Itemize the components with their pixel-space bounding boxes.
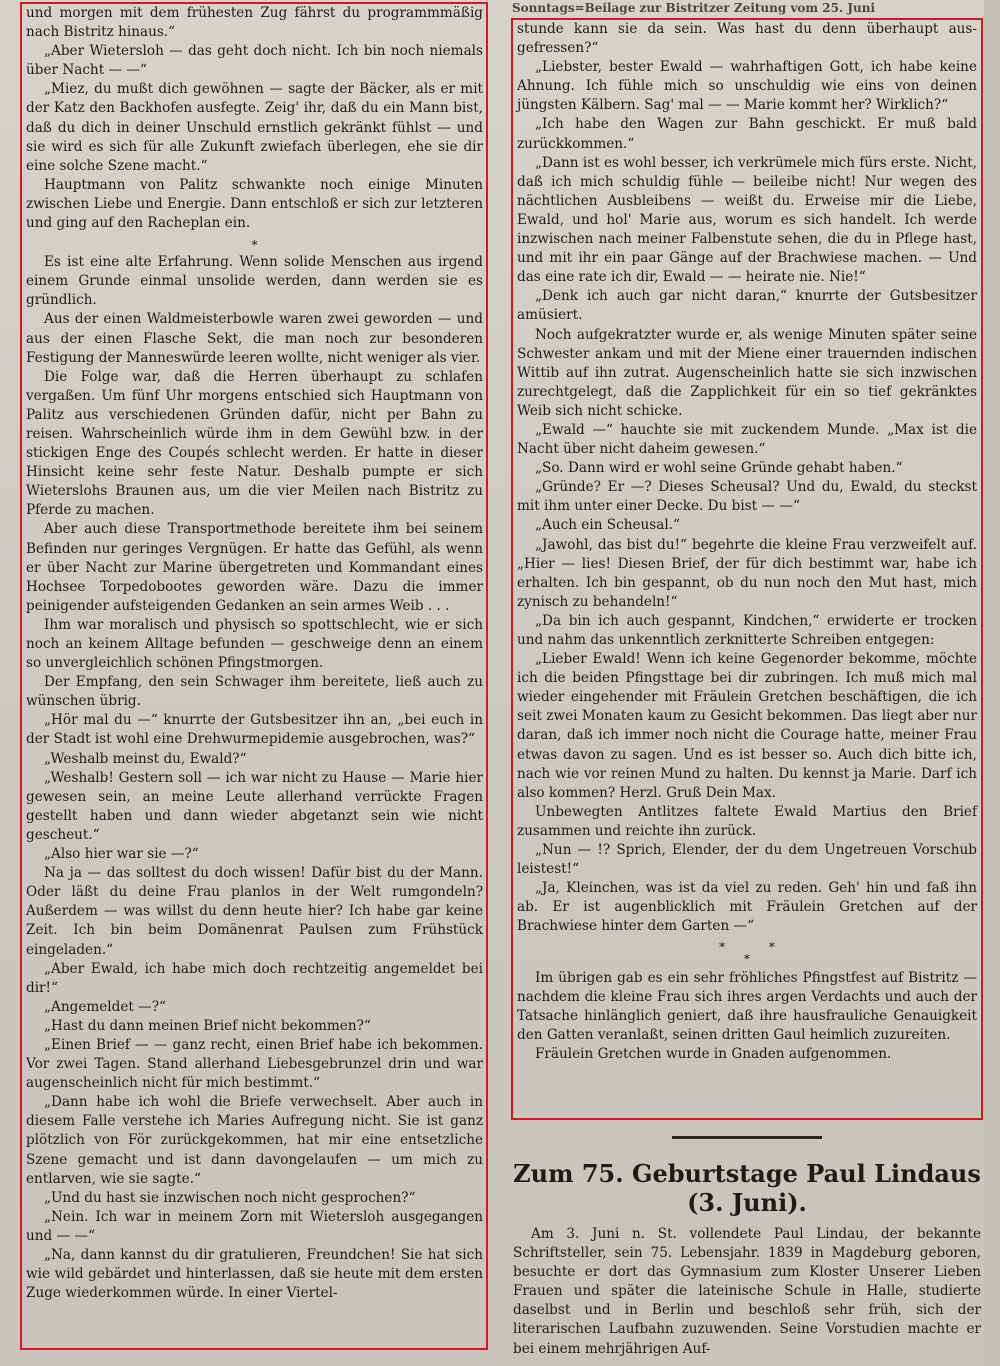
paragraph: „Da bin ich auch gespannt, Kindchen,“ erwiderte er trocken und nahm das unkenntlich zerknitterte Schreiben entgegen:: [517, 612, 977, 648]
paragraph: Na ja — das solltest du doch wissen! Dafür bist du der Mann. Oder läßt du deine Frau planlos in der Welt rumgondeln? Außerdem — was willst du denn heute hier? Ich habe gar keine Zeit. Ich bin beim Domänenrat Paulsen zum Frühstück eingeladen.“: [26, 865, 483, 958]
paragraph: Hauptmann von Palitz schwankte noch einige Minuten zwischen Liebe und Energie. Dann entschloß er sich zur letzteren und ging auf den Racheplan ein.: [26, 176, 483, 232]
paragraph: „Nun — !? Sprich, Elender, der du dem Ungetreuen Vorschub leistest!“: [517, 842, 977, 878]
left-text-column: [20, 2, 488, 1350]
paragraph: „Gründe? Er —? Dieses Scheusal? Und du, Ewald, du steckst mit ihm unter einer Decke. Du bist — —“: [517, 479, 977, 515]
paragraph: „Weshalb! Gestern soll — ich war nicht zu Hause — Marie hier gewesen sein, an meine Leute allerhand verrückte Fragen gestellt haben und dann wieder abgetanzt sein wie nicht gescheut.“: [26, 769, 483, 843]
paragraph: „Ja, Kleinchen, was ist da viel zu reden. Geh' hin und faß ihn ab. Er ist augenblicklich mit Fräulein Gretchen auf der Brachwiese hinter dem Garten —“: [517, 880, 977, 935]
paragraph: Aus der einen Waldmeisterbowle waren zwei geworden — und aus der einen Flasche Sekt, die man noch zur besonderen Festigung der Manneswürde leeren wollte, nicht weniger als vier.: [26, 311, 483, 366]
letter-paragraph: „Lieber Ewald! Wenn ich keine Gegenorder bekomme, möchte ich die beiden Pfingsttage bei dir zubringen. Ich muß mich mal wieder eingehender mit Fräulein Gretchen beschäftigen, die ich seit zwei Monaten kaum zu Gesicht bekommen. Das liegt aber nur daran, daß ich immer noch nicht die Courage hatte, meiner Frau etwas davon zu sagen. Und es ist besser so. Auch dich bitte ich, nach wie vor reinen Mund zu halten. Du kennst ja Marie. Darf ich also kommen? Herzl. Gruß Dein Max.: [517, 651, 977, 801]
paragraph: „Weshalb meinst du, Ewald?“: [44, 750, 247, 767]
paragraph: „Ewald —“ hauchte sie mit zuckendem Munde. „Max ist die Nacht über nicht daheim gewesen.“: [517, 421, 977, 458]
paragraph: Fräulein Gretchen wurde in Gnaden aufgenommen.: [535, 1045, 892, 1062]
paragraph: „So. Dann wird er wohl seine Gründe gehabt haben.“: [535, 460, 903, 477]
paragraph: „Dann ist es wohl besser, ich verkrümele mich fürs erste. Nicht, daß ich mich schuldig fühle — beileibe nicht! Nur wegen des nächtlichen Ausbleibens — weißt du. Erweise mir die Liebe, Ewald, und hol' Marie aus, worum es sich handelt. Ich werde inzwischen nach meiner Falbenstute sehen, die du in Pflege hast, und mit ihr ein paar Gänge auf der Brachwiese machen. — Und das eine rate ich dir, Ewald — — heirate nie. Nie!“: [517, 154, 977, 286]
paragraph: und morgen mit dem frühesten Zug fährst du programmmäßig nach Bistritz hinaus.“: [26, 5, 483, 41]
paragraph: „Hör mal du —“ knurrte der Gutsbesitzer ihn an, „bei euch in der Stadt ist wohl eine Drehwurmepidemie ausgebrochen, was?“: [26, 712, 483, 748]
paragraph: Noch aufgekratzter wurde er, als wenige Minuten später seine Schwester ankam und mit der Miene einer trauernden indischen Wittib auf ihn zutrat. Augenscheinlich hatte sie sich inzwischen zurechtgelegt, daß die Zapplichkeit für ein so tief gekränktes Weib sich nicht schicke.: [517, 326, 977, 419]
paragraph: „Einen Brief — — ganz recht, einen Brief habe ich bekommen. Vor zwei Tagen. Stand allerhand Liebesgebrunzel drin und war augenscheinlich nicht für mich bestimmt.“: [26, 1036, 483, 1092]
paragraph: „Aber Ewald, ich habe mich doch rechtzeitig angemeldet bei dir!“: [26, 960, 483, 996]
paragraph: Unbewegten Antlitzes faltete Ewald Martius den Brief zusammen und reichte ihn zurück.: [517, 803, 977, 839]
paragraph: „Jawohl, das bist du!“ begehrte die kleine Frau verzweifelt auf. „Hier — lies! Diesen Brief, der für dich bestimmt war, habe ich erhalten. Ich bin gespannt, ob du nun noch den Mut hast, mich zynisch zu behandeln!“: [517, 536, 977, 610]
article-headline: Zum 75. Geburtstage Paul Lindaus (3. Juni).: [513, 1159, 981, 1217]
paragraph: Der Empfang, den sein Schwager ihm bereitete, ließ auch zu wünschen übrig.: [26, 674, 483, 710]
paragraph: stunde kann sie da sein. Was hast du denn überhaupt ausgefressen?“: [517, 21, 977, 57]
section-divider-star: *: [251, 238, 258, 253]
right-text-column: [511, 18, 983, 1120]
paragraph: „Denk ich auch gar nicht daran,“ knurrte der Gutsbesitzer amüsiert.: [517, 288, 977, 324]
paragraph: Aber auch diese Transportmethode bereitete ihm bei seinem Befinden nur geringes Vergnügen. Er hatte das Gefühl, als wenn er über Nacht zur Marine übergetreten und Kommandant eines Hochsee Torpedobootes geworden wäre. Dazu die immer peinigender aufsteigenden Gedanken an sein armes Weib . . .: [26, 521, 483, 614]
paragraph: „Na, dann kannst du dir gratulieren, Freundchen! Sie hat sich wie wild gebärdet und hinterlassen, daß sie heute mit dem ersten Zuge wiederkommen würde. In einer Viertel-: [26, 1247, 483, 1302]
paragraph: Ihm war moralisch und physisch so spottschlecht, wie er sich noch an keinem Alltage befunden — geschweige denn an einem so unvergleichlich schönen Pfingstmorgen.: [26, 616, 483, 672]
paragraph: „Dann habe ich wohl die Briefe verwechselt. Aber auch in diesem Falle verstehe ich Maries Aufregung nicht. Sie ist ganz plötzlich von För zurückgekommen, hat mir eine entsetzliche Szene gemacht und ist dann davongelaufen — um mich zu entlarven, wie sie sagte.“: [26, 1094, 483, 1187]
paragraph: „Angemeldet —?“: [44, 998, 167, 1015]
paragraph: „Auch ein Scheusal.“: [535, 517, 680, 534]
paragraph: „Hast du dann meinen Brief nicht bekommen?“: [44, 1017, 371, 1034]
section-divider-star: *: [744, 951, 750, 966]
paragraph: „Ich habe den Wagen zur Bahn geschickt. Er muß bald zurückkommen.“: [517, 116, 977, 152]
section-divider-stars: * *: [719, 939, 775, 954]
paragraph: „Liebster, bester Ewald — wahrhaftigen Gott, ich habe keine Ahnung. Ich fühle mich so unschuldig wie eins von deinen jüngsten Kälbern. Sag' mal — — Marie kommt her? Wirklich?“: [517, 59, 977, 114]
paragraph: „Aber Wietersloh — das geht doch nicht. Ich bin noch niemals über Nacht — —“: [26, 43, 483, 79]
paragraph: „Und du hast sie inzwischen noch nicht gesprochen?“: [44, 1189, 416, 1206]
paragraph: „Also hier war sie —?“: [44, 846, 199, 863]
header-strip: Sonntags=Beilage zur Bistritzer Zeitung vom 25. Juni: [512, 1, 876, 15]
paragraph: „Nein. Ich war in meinem Zorn mit Wietersloh ausgegangen und — —“: [26, 1208, 483, 1244]
paragraph: „Miez, du mußt dich gewöhnen — sagte der Bäcker, als er mit der Katz den Backhofen ausfegte. Zeig' ihr, daß du ein Mann bist, daß du dich in deiner Unschuld ernstlich gekränkt fühlst — und sie wird es sich für alle Zukunft zwiefach überlegen, ehe sie dir eine solche Szene macht.“: [26, 81, 483, 174]
section-rule: [672, 1136, 822, 1139]
article-section: [513, 1130, 981, 1366]
paragraph: Im übrigen gab es ein sehr fröhliches Pfingstfest auf Bistritz — nachdem die kleine Frau sich ihres argen Verdachts und auch der Tatsache hinlänglich geniert, daß ihre hausfrauliche Genauigkeit den Gatten veranlaßt, seinen dritten Gaul heimlich zuzureiten.: [517, 969, 977, 1043]
article-body: Am 3. Juni n. St. vollendete Paul Lindau, der bekannte Schriftsteller, sein 75. Lebensjahr. 1839 in Magdeburg geboren, besuchte er dort das Gymnasium zum Kloster Unserer Lieben Frauen und später die lateinische Schule in Halle, studierte daselbst und in Berlin und beschloß sehr früh, sich der literarischen Laufbahn zuzuwenden. Seine Vorstudien machte er bei einem mehrjährigen Auf-: [513, 1226, 981, 1357]
paragraph: Die Folge war, daß die Herren überhaupt zu schlafen vergaßen. Um fünf Uhr morgens entschied sich Hauptmann von Palitz aus verschiedenen Gründen dafür, nicht per Bahn zu reisen. Wahrscheinlich würde ihm in dem Gewühl bzw. in der stickigen Enge des Coupés schlecht werden. Er hatte in dieser Hinsicht keine sehr feste Natur. Deshalb pumpte er sich Wieterslohs Braunen aus, um die vier Meilen nach Bistritz zu Pferde zu machen.: [26, 368, 483, 519]
page-edge: [984, 0, 1000, 1366]
paragraph: Es ist eine alte Erfahrung. Wenn solide Menschen aus irgend einem Grunde einmal unsolide werden, dann werden sie es gründlich.: [26, 254, 483, 309]
